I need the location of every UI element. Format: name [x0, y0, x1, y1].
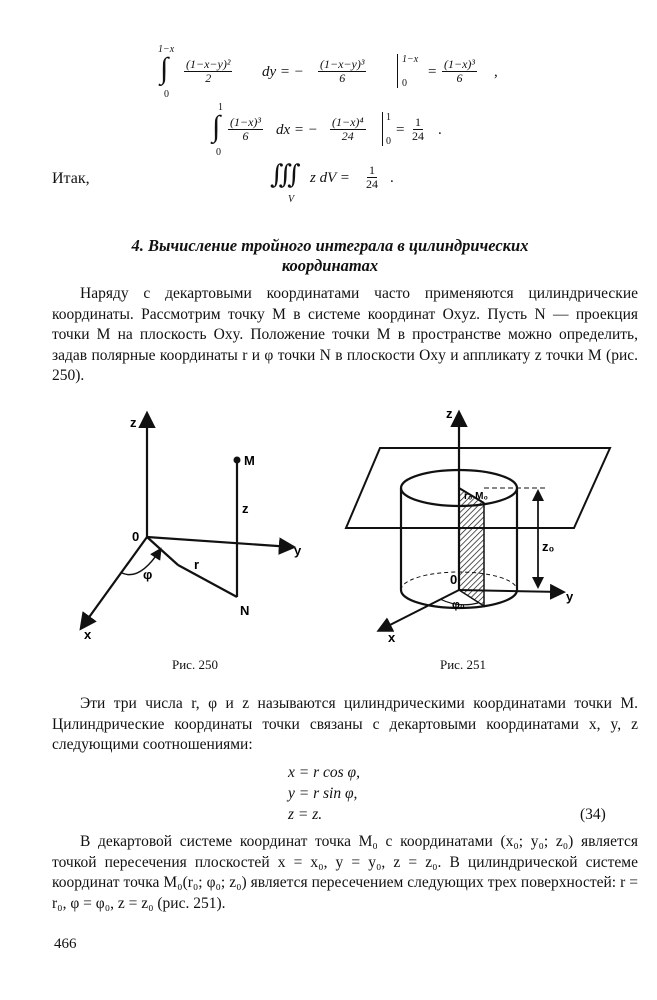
eval-lower: 0	[386, 136, 391, 147]
fraction-1	[184, 58, 232, 85]
equals: =	[396, 122, 405, 138]
triple-integral: ∭	[270, 160, 301, 189]
fraction-1	[228, 116, 263, 143]
numerator: 1	[415, 115, 421, 129]
eval-bar	[397, 54, 398, 88]
section-title-line-1: 4. Вычисление тройного интеграла в цилиндрических	[131, 236, 529, 255]
fraction-3	[410, 116, 426, 143]
x-axis	[82, 537, 147, 627]
result-fraction	[364, 164, 380, 191]
integral-sign: ∫	[160, 52, 169, 85]
expr-mid: dx = −	[276, 122, 318, 138]
formula-2	[210, 100, 470, 162]
numerator: 1	[369, 163, 375, 177]
equation-number: (34)	[580, 806, 606, 823]
label-n: N	[240, 603, 250, 618]
integrand: z dV =	[310, 170, 350, 186]
label-r: r	[194, 557, 200, 572]
label-x: x	[388, 630, 396, 645]
denominator: 24	[412, 129, 424, 143]
x-axis	[380, 590, 459, 630]
label-z: z	[130, 415, 137, 430]
numerator: (1−x−y)²	[186, 57, 231, 71]
paragraph-definition: Эти три числа r, φ и z называются цилиндрическими координатами точки M. Цилиндрические координаты точки связаны с декартовыми координатами x, y, z следующими соотношениями:	[52, 695, 638, 753]
point-m	[234, 457, 241, 464]
integral-lower-limit: 0	[216, 147, 221, 158]
caption-fig-251: Рис. 251	[440, 657, 486, 672]
label-phi: φ	[143, 567, 153, 582]
page-number: 466	[54, 936, 77, 952]
label-z-seg: z	[242, 501, 249, 516]
label-y: y	[566, 589, 574, 604]
denominator: 2	[205, 71, 212, 85]
denominator: 6	[339, 71, 346, 85]
formula-1	[156, 44, 516, 104]
denominator: 24	[366, 177, 378, 191]
label-origin: 0	[132, 529, 140, 544]
label-m: M	[244, 453, 255, 468]
integral-sign: ∫	[212, 110, 221, 143]
eval-bar	[382, 112, 383, 146]
paragraph-intro: Наряду с декартовыми координатами часто применяются цилиндрические координаты. Рассмотрим точку M в системе координат Oxyz. Пусть N — проекция точки M на плоскость Oxy. Положение точки M в пространстве можно определить, задав полярные координаты r и φ точки N в плоскости Oxy и аппликату z точки M (рис. 250).	[52, 285, 638, 384]
figure-250	[70, 405, 320, 645]
numerator: (1−x)³	[230, 115, 262, 129]
caption-fig-250: Рис. 250	[172, 657, 218, 672]
eval-upper: 1−x	[402, 54, 419, 65]
label-z0: z₀	[542, 539, 555, 554]
system-line-2: y = r sin φ,	[288, 785, 358, 802]
numerator: (1−x−y)³	[320, 57, 365, 71]
formula-3	[270, 158, 420, 208]
eval-lower: 0	[402, 78, 407, 89]
fraction-2	[330, 116, 366, 143]
denominator: 6	[242, 129, 249, 143]
paragraph-cylindrical: В декартовой системе координат точка M₀ с координатами (x₀; y₀; z₀) является точкой пересечения плоскостей x = x₀, y = y₀, z = z₀. В цилиндрической системе координат точка M₀(r₀; φ₀; z₀) является пересечением следующих трех поверхностей: r = r₀, φ = φ₀, z = z₀ (рис. 251).	[52, 833, 638, 912]
denominator: 6	[456, 71, 463, 85]
label-r0-m0: r₀ M₀	[464, 491, 489, 502]
section-title-line-2: координатах	[281, 256, 379, 275]
fraction-3	[442, 58, 477, 85]
figure-251	[340, 400, 630, 645]
label-origin: 0	[450, 572, 458, 587]
itak-label: Итак,	[52, 170, 90, 187]
integral-domain: V	[288, 194, 295, 205]
numerator: (1−x)³	[444, 57, 476, 71]
y-axis	[147, 537, 292, 547]
system-line-3: z = z.	[288, 806, 323, 823]
punct: ,	[494, 64, 498, 80]
segment-r-n	[178, 565, 237, 597]
punct: .	[438, 122, 442, 138]
fraction-2	[318, 58, 366, 85]
denominator: 24	[341, 129, 354, 143]
integral-upper-limit: 1−x	[158, 44, 175, 55]
eval-upper: 1	[386, 112, 391, 123]
label-z: z	[446, 406, 453, 421]
section-heading	[40, 236, 620, 276]
expr-mid: dy = −	[262, 64, 304, 80]
system-line-1: x = r cos φ,	[288, 764, 360, 781]
hatched-section	[459, 488, 484, 606]
integral-lower-limit: 0	[164, 89, 169, 100]
label-y: y	[294, 543, 302, 558]
label-phi0: φ₀	[452, 599, 465, 611]
label-x: x	[84, 627, 92, 642]
numerator: (1−x)⁴	[332, 115, 364, 129]
punct: .	[390, 170, 394, 186]
equals: =	[428, 64, 437, 80]
integral-upper-limit: 1	[218, 102, 223, 113]
